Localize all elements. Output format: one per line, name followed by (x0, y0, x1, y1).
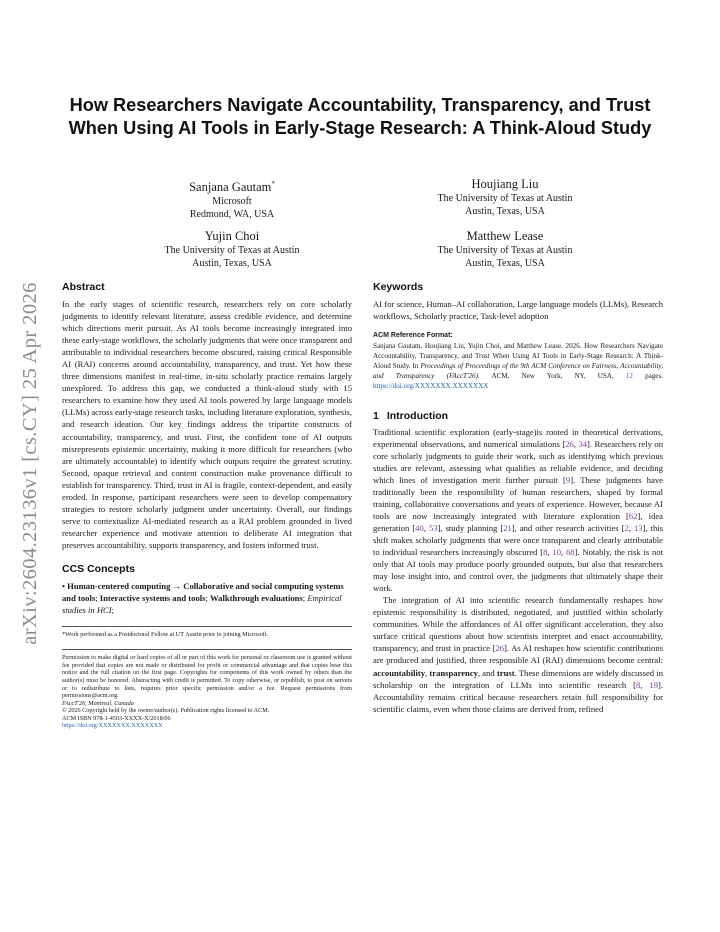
citation-link[interactable]: 21 (503, 522, 512, 533)
author-name: Yujin Choi (204, 229, 260, 243)
ccs-concepts: • Human-centered computing → Collaborative and social computing systems and tools; Interactive systems and tools; Walkthrough evaluations; Empirical studies in HCI; (62, 580, 344, 616)
citation-link[interactable]: 62 (628, 510, 638, 521)
citation-link[interactable]: 9 (565, 474, 571, 485)
acm-reference-heading: ACM Reference Format: (373, 332, 453, 340)
permission-notice (62, 654, 352, 730)
permission-divider (62, 649, 352, 650)
author-name: Matthew Lease (466, 229, 544, 243)
author-affiliation: The University of Texas at Austin (164, 245, 300, 256)
citation-link[interactable]: 10 (552, 547, 561, 558)
author-block (365, 176, 645, 218)
author-footnote: *Work performed as a Postdoctoral Fellow at UT Austin prior to joining Microsoft. (62, 631, 269, 639)
permission-text: Permission to make digital or hard copies of all or part of this work for personal or classroom use is granted without fee provided that copies are not made or distributed for profit or commercial advantage and that copies bear this notice and the full citation on the first page. Copyrights for components of this work owned by others than the author(s) must be honored. Abstracting with credit is permitted. To copy otherwise, or republish, to post on servers or to redistribute to lists, requires prior specific permission and/or a fee. Request permissions from permissions@acm.org. (62, 654, 352, 700)
author-affiliation: The University of Texas at Austin (437, 245, 573, 256)
citation-link[interactable]: 2 (624, 522, 629, 533)
reference-doi-link[interactable]: https://doi.org/XXXXXXX.XXXXXXX (373, 382, 489, 391)
abstract-heading: Abstract (62, 281, 105, 293)
keywords-heading: Keywords (373, 281, 424, 293)
doi-link[interactable]: https://doi.org/XXXXXXX.XXXXXXX (62, 722, 163, 730)
ccs-heading: CCS Concepts (62, 562, 135, 575)
abstract-text: In the early stages of scientific research, researchers rely on core scholarly judgments to identify relevant literature, assess credible evidence, and determine which directions merit pursuit. As AI tools become increasingly integrated into these early-stage workflows, the scholarly judgments that were once transparent and attributable to individual researchers become obscured, raising critical Responsible AI (RAI) concerns around accountability, transparency, and trust. Yet how these three dimensions manifest in real-time, in-situ scholarly practice remains largely unexplored. To address this gap, we conducted a think-aloud study with 15 researchers to examine how they used AI tools powered by large language models (LLMs) across early-stage research tasks, including literature exploration, synthesis, and research ideation. Our key findings address the tripartite constructs of accountability, transparency, and trust. First, the confident tone of AI outputs misrepresents epistemic uncertainty, making it more difficult for researchers (who are ultimately accountable) to identify which outputs require the greatest scrutiny. Second, opaque retrieval and content construction make provenance difficult to establish for transparency. Third, trust in AI is fragile, context-dependent, and easily eroded. In response, participant researchers were seen to develop compensatory strategies to restore scholarly judgment under uncertainty. Overall, our findings serve to contextualize AI-mediated research as a RAI problem grounded in lived researcher experience and motivate attention to deliberate AI integration that preserves accountability, supports transparency, and fosters informed trust. (62, 299, 352, 550)
author-block (365, 228, 645, 270)
right-column (373, 281, 663, 715)
isbn: ACM ISBN 978-1-4503-XXXX-X/2018/06 (62, 714, 171, 722)
citation-link[interactable]: 8 (543, 547, 548, 558)
citation-link[interactable]: 34 (578, 438, 588, 449)
section-title: Introduction (386, 409, 449, 422)
keywords-text: AI for science, Human–AI collaboration, Large language models (LLMs), Research workflows, Scholarly practice, Task-level adoption (373, 299, 663, 322)
page-count-link[interactable]: 12 (625, 372, 633, 381)
author-location: Austin, Texas, USA (465, 206, 545, 217)
author-name: Sanjana Gautam* (189, 180, 275, 195)
author-affiliation: The University of Texas at Austin (437, 193, 573, 204)
author-affiliation: Microsoft (212, 196, 252, 208)
intro-paragraph-1: Traditional scientific exploration (early-stage)is rooted in theoretical derivations, experimental observations, and numerical simulations [26, 34]. Researchers rely on core scholarly judgments to guide their work, such as identifying which previous studies are relevant, assessing what qualifies as reliable evidence, and deciding which lines of investigation merit further pursuit [9]. These judgments have traditionally been the responsibility of human researchers, shaped by formal training, collaborative conversations and years of experience. However, because AI tools are now increasingly integrated with literature exploration [62], idea generation [40, 53], study planning [21], and other research activities [2, 13], this shift makes scholarly judgments that were once transparent and clearly attributable to individual researchers increasingly obscured [8, 10, 68]. Notably, the risk is not only that AI tools may produce poorly grounded outputs, but also that researchers may lose insight into, and control over, the judgments that ultimately shape their work. (373, 426, 664, 594)
citation-link[interactable]: 26 (565, 438, 574, 449)
introduction-heading (373, 410, 663, 423)
citation-link[interactable]: 68 (565, 547, 575, 558)
author-location: Redmond, WA, USA (189, 209, 275, 221)
section-number: 1 (373, 409, 379, 422)
citation-link[interactable]: 40 (415, 522, 424, 533)
citation-link[interactable]: 13 (633, 522, 643, 533)
acm-reference-format: Sanjana Gautam, Houjiang Liu, Yujin Choi, and Matthew Lease. 2026. How Researchers Navigate Accountability, Transparency, and Trust When Using AI Tools in Early-Stage Research: A Think-Aloud Study. In Proceedings of Proceedings of the 9th ACM Conference on Fairness, Accountability, and Transparency (FAccT'26). ACM, New York, NY, USA, 12 pages. https://doi.org/XXXXXXX.XXXXXXX (373, 342, 663, 391)
paper-title: How Researchers Navigate Accountability, Transparency, and Trust When Using AI Tools in Early-Stage Research: A Think-Aloud Study (68, 95, 652, 138)
author-block (92, 176, 372, 221)
author-name: Houjiang Liu (471, 177, 539, 191)
conference-venue: FAccT'26, Montreal, Canada (62, 699, 134, 707)
author-footnote-mark: * (271, 180, 275, 188)
arxiv-identifier: arXiv:2604.23136v1 [cs.CY] 25 Apr 2026 (18, 281, 41, 645)
citation-link[interactable]: 53 (428, 522, 438, 533)
author-location: Austin, Texas, USA (465, 258, 545, 269)
author-block (92, 228, 372, 270)
intro-paragraph-2: The integration of AI into scientific research fundamentally reshapes how epistemic responsibility is distributed, negotiated, and justified within scholarly communities. While the affordances of AI offer significant acceleration, they also surface critical questions about how scientists interpret and enact accountability, transparency, and trust in practice [26]. As AI reshapes how scientific contributions are produced and justified, three responsible AI (RAI) dimensions become central: accountability, transparency, and trust. These dimensions are widely discussed in scholarship on the integration of LLMs into scientific research [8, 19]. Accountability remains critical because researchers retain full responsibility for scientific claims, even when those claims are derived from, refined (373, 595, 664, 714)
left-column (62, 281, 352, 730)
citation-link[interactable]: 8 (636, 679, 641, 690)
copyright-notice: © 2026 Copyright held by the owner/author(s). Publication rights licensed to ACM. (62, 707, 270, 715)
author-location: Austin, Texas, USA (192, 258, 272, 269)
citation-link[interactable]: 19 (649, 679, 658, 690)
footnote-divider (62, 626, 352, 627)
citation-link[interactable]: 26 (495, 643, 505, 654)
